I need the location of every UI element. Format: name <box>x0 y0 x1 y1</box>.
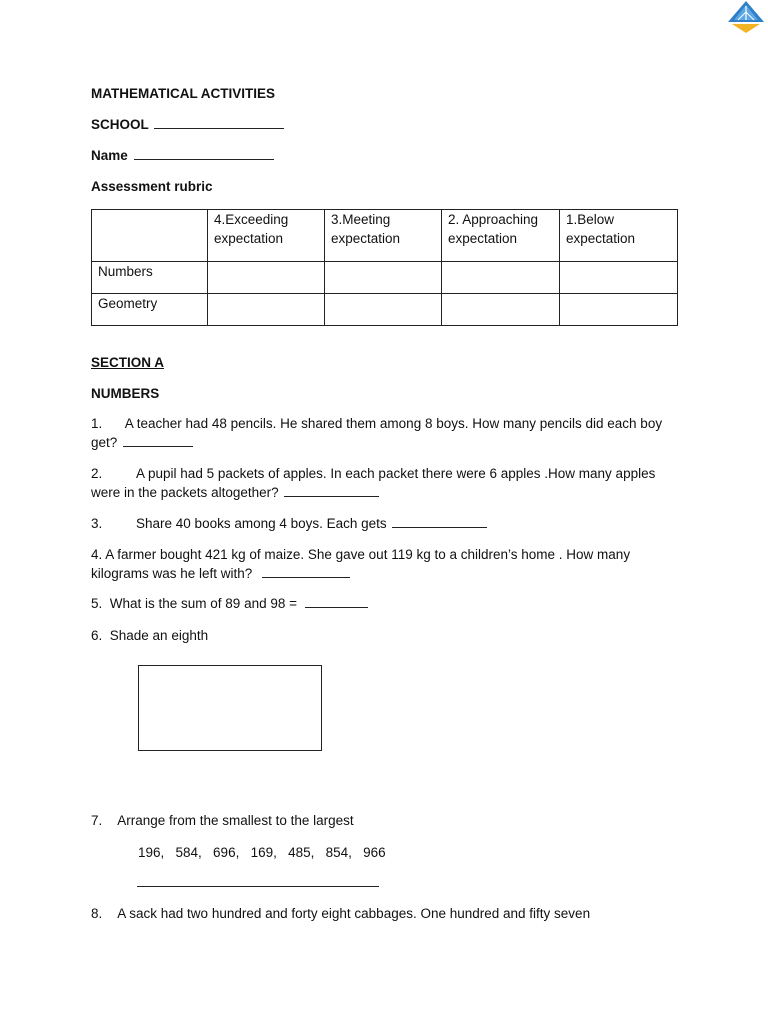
question-6-text: 6. Shade an eighth <box>91 628 209 643</box>
rubric-row-label: Geometry <box>92 294 208 326</box>
question-4 <box>91 545 671 583</box>
question-3-answer-blank[interactable] <box>392 515 487 528</box>
question-3 <box>91 514 671 533</box>
school-blank[interactable] <box>154 116 284 129</box>
rubric-cell[interactable] <box>442 262 560 294</box>
question-5-answer-blank[interactable] <box>305 595 368 608</box>
name-field <box>91 146 274 165</box>
question-3-text: 3. Share 40 books among 4 boys. Each gets <box>91 516 387 531</box>
rubric-corner-cell <box>92 210 208 262</box>
rubric-cell[interactable] <box>208 262 325 294</box>
rubric-col-approaching: 2. Approaching expectation <box>442 210 560 262</box>
question-2-text: 2. A pupil had 5 packets of apples. In each packet there were 6 apples .How many apples were in the packets altogether? <box>91 466 656 500</box>
question-2-answer-blank[interactable] <box>284 484 379 497</box>
rubric-heading: Assessment rubric <box>91 179 213 194</box>
question-7 <box>91 811 671 830</box>
page-title: MATHEMATICAL ACTIVITIES <box>91 86 275 101</box>
question-7-text: 7. Arrange from the smallest to the largest <box>91 813 354 828</box>
school-label: SCHOOL <box>91 117 149 132</box>
rubric-col-below: 1.Below expectation <box>560 210 678 262</box>
rubric-cell[interactable] <box>208 294 325 326</box>
question-1 <box>91 414 671 452</box>
rubric-row-numbers <box>92 262 678 294</box>
question-7-numbers: 196, 584, 696, 169, 485, 854, 966 <box>138 845 386 860</box>
section-subtitle: NUMBERS <box>91 386 160 401</box>
rubric-row-geometry <box>92 294 678 326</box>
rubric-cell[interactable] <box>560 294 678 326</box>
rubric-col-meeting: 3.Meeting expectation <box>325 210 442 262</box>
question-7-answer-line[interactable] <box>137 886 379 887</box>
question-4-text: 4. A farmer bought 421 kg of maize. She gave out 119 kg to a children’s home . How many kilograms was he left with? <box>91 547 631 581</box>
rubric-cell[interactable] <box>325 262 442 294</box>
rubric-cell[interactable] <box>560 262 678 294</box>
question-4-answer-blank[interactable] <box>262 565 350 578</box>
question-6 <box>91 626 671 645</box>
question-8 <box>91 904 671 923</box>
name-blank[interactable] <box>134 147 274 160</box>
rubric-row-label: Numbers <box>92 262 208 294</box>
shade-eighth-box[interactable] <box>138 665 322 751</box>
question-5-text: 5. What is the sum of 89 and 98 = <box>91 596 297 611</box>
rubric-cell[interactable] <box>442 294 560 326</box>
publisher-logo-icon <box>724 0 768 36</box>
rubric-col-exceeding: 4.Exceeding expectation <box>208 210 325 262</box>
rubric-header-row <box>92 210 678 262</box>
question-1-text: 1. A teacher had 48 pencils. He shared them among 8 boys. How many pencils did each boy get? <box>91 416 663 450</box>
question-2 <box>91 464 671 502</box>
rubric-cell[interactable] <box>325 294 442 326</box>
school-field <box>91 115 284 134</box>
question-8-text: 8. A sack had two hundred and forty eight cabbages. One hundred and fifty seven <box>91 906 591 921</box>
question-1-answer-blank[interactable] <box>123 434 193 447</box>
assessment-rubric-table <box>91 209 678 326</box>
name-label: Name <box>91 148 128 163</box>
question-5 <box>91 594 671 613</box>
section-title: SECTION A <box>91 355 165 370</box>
